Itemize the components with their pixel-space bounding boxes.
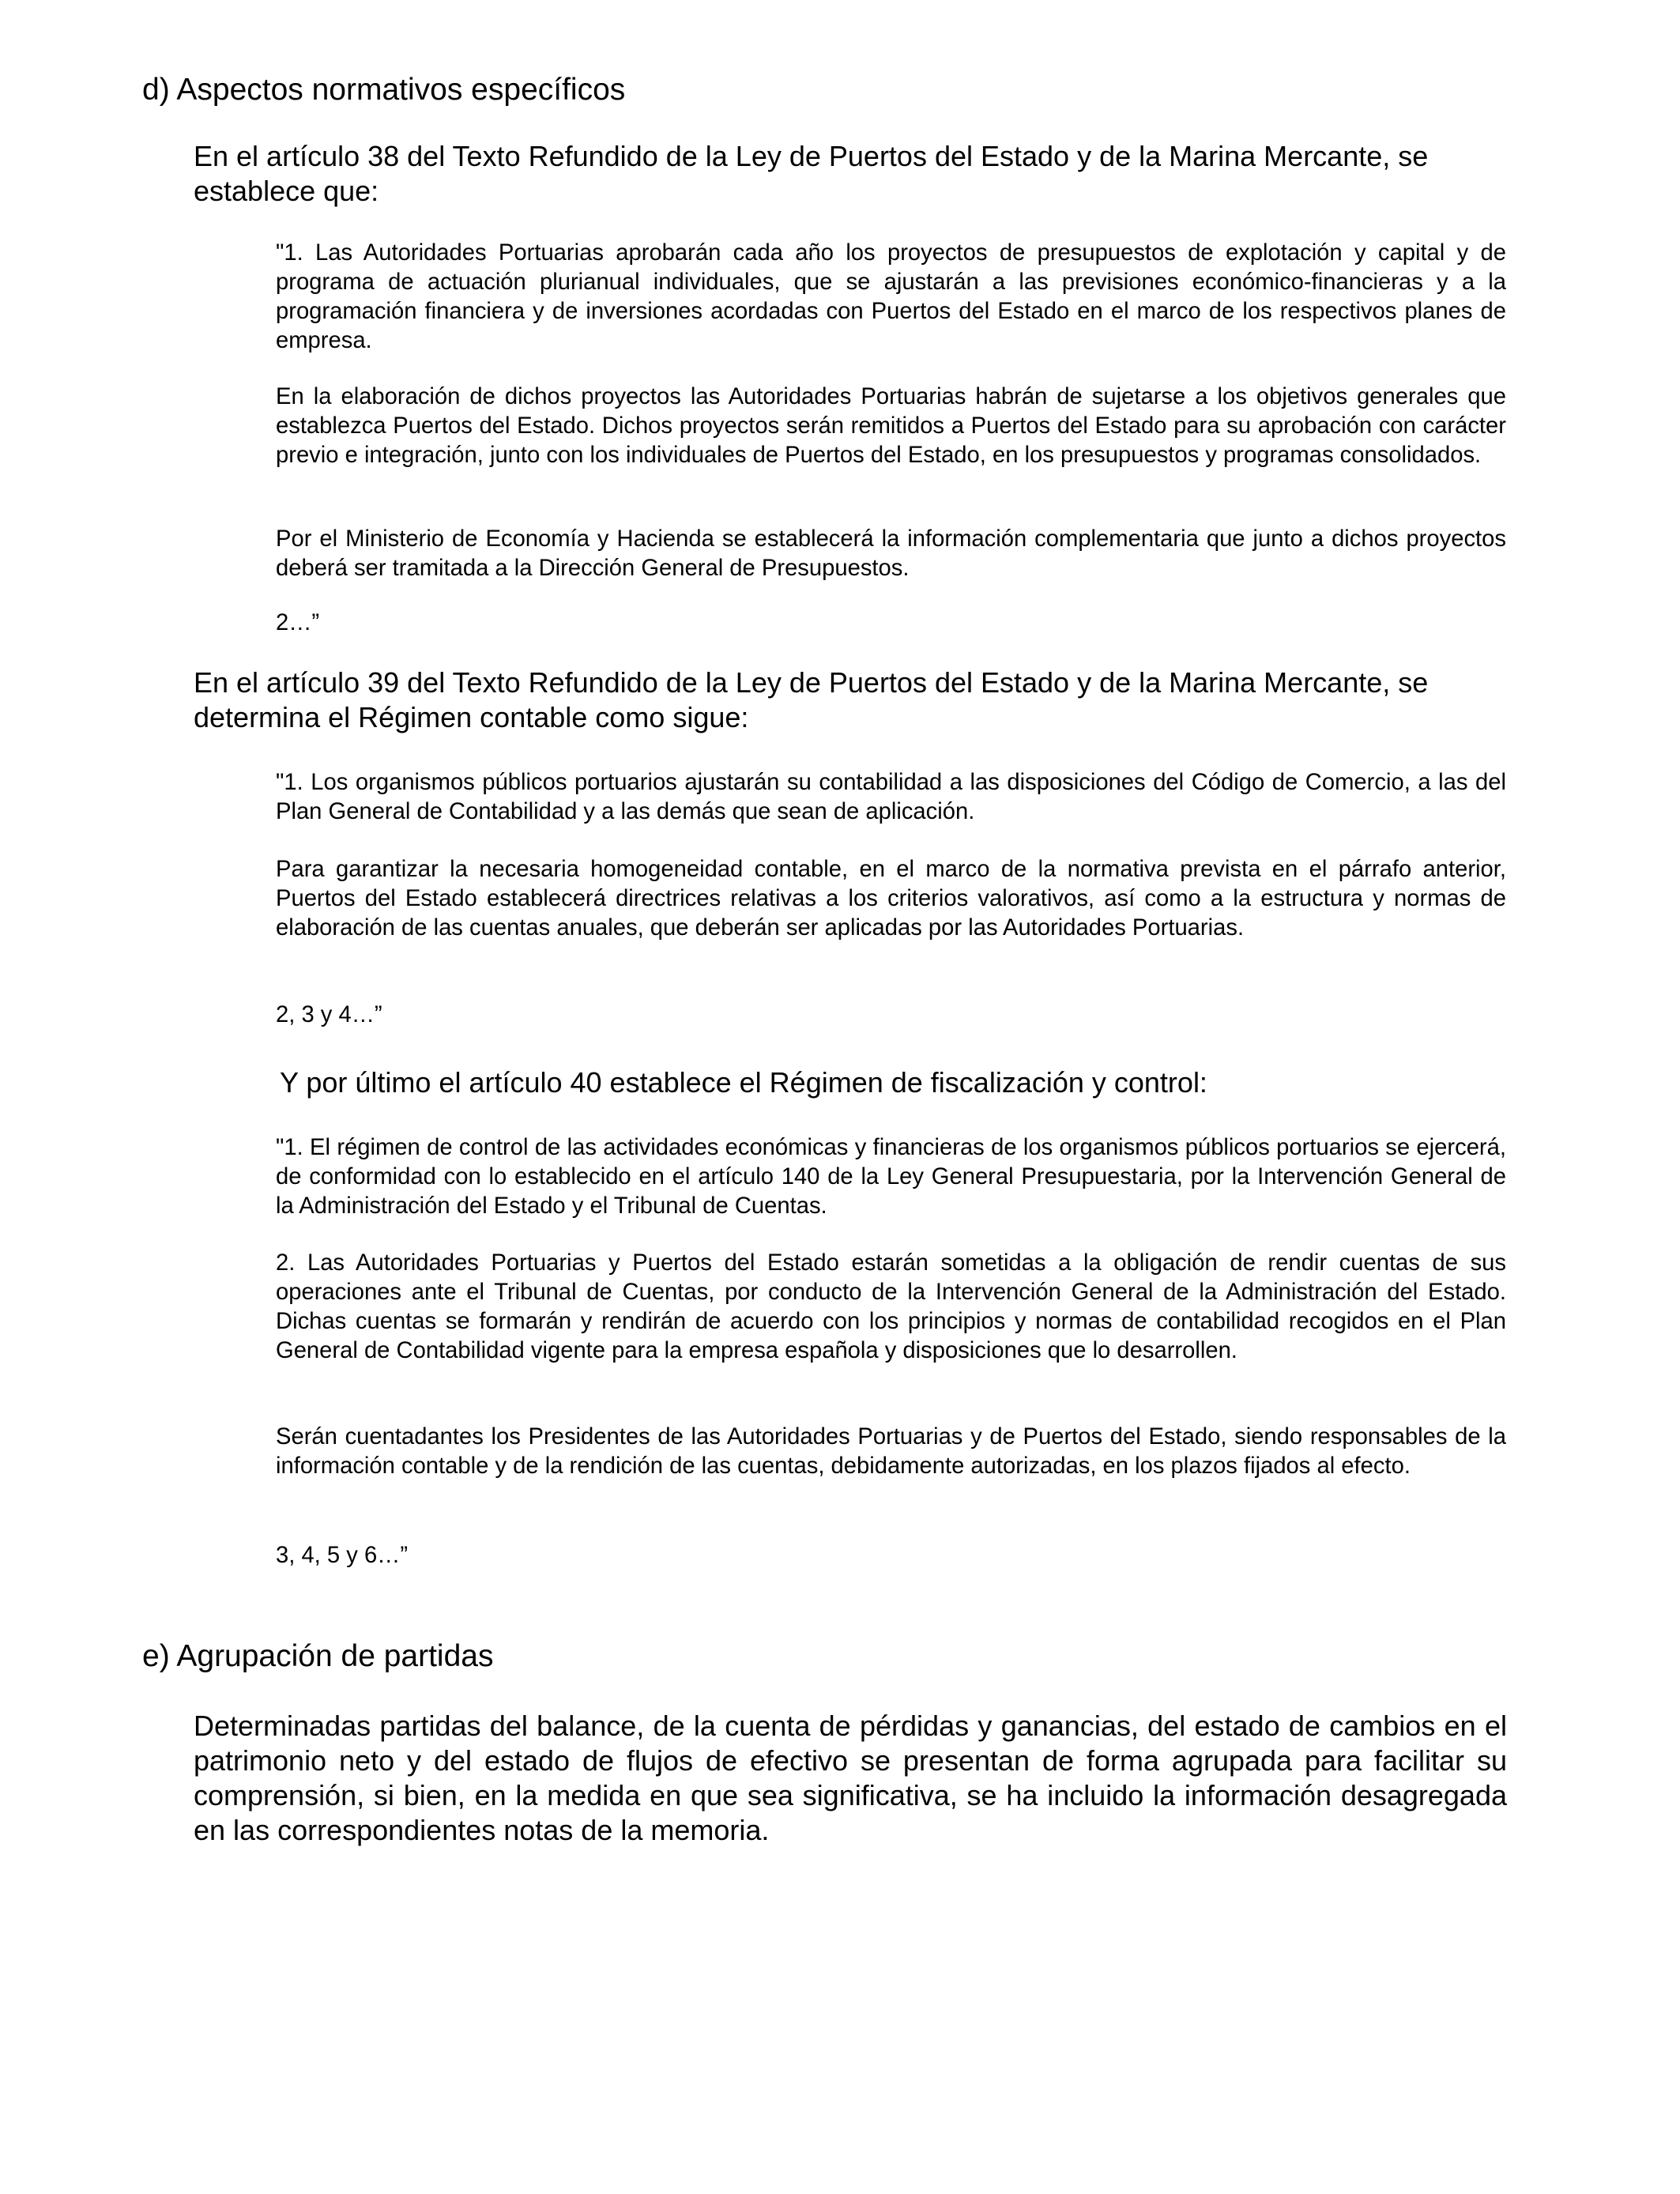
article-38-paragraph-2: En la elaboración de dichos proyectos las Autoridades Portuarias habrán de sujetarse a los objetivos generales que establezca Puertos del Estado. Dichos proyectos serán remitidos a Puertos del Estado para su aprobación con carácter previo e integración, junto con los individuales de Puertos del Estado, en los presupuestos y programas consolidados. xyxy=(276,384,1506,468)
article-38-intro: En el artículo 38 del Texto Refundido de la Ley de Puertos del Estado y de la Marina Mercante, se establece que: xyxy=(194,140,1429,207)
article-39-intro: En el artículo 39 del Texto Refundido de la Ley de Puertos del Estado y de la Marina Mercante, se determina el Régimen contable como sigue: xyxy=(194,666,1429,733)
section-e-body: Determinadas partidas del balance, de la cuenta de pérdidas y ganancias, del estado de cambios en el patrimonio neto y del estado de flujos de efectivo se presentan de forma agrupada para facilitar su comprensión, si bien, en la medida en que sea significativa, se ha incluido la información desagregada en las correspondientes notas de la memoria. xyxy=(194,1710,1507,1846)
article-40-paragraph-4: 3, 4, 5 y 6…” xyxy=(276,1543,409,1568)
article-38-paragraph-4: 2…” xyxy=(276,610,320,635)
article-39-paragraph-3: 2, 3 y 4…” xyxy=(276,1002,382,1027)
article-40-paragraph-1: "1. El régimen de control de las actividades económicas y financieras de los organismos públicos portuarios se ejercerá, de conformidad con lo establecido en el artículo 140 de la Ley General Presupuestaria, por la Intervención General de la Administración del Estado y el Tribunal de Cuentas. xyxy=(276,1135,1506,1219)
section-e-heading: e) Agrupación de partidas xyxy=(142,1639,494,1673)
article-39-paragraph-2: Para garantizar la necesaria homogeneidad contable, en el marco de la normativa prevista en el párrafo anterior, Puertos del Estado establecerá directrices relativas a los criterios valorativos, así como a la estructura y normas de elaboración de las cuentas anuales, que deberán ser aplicadas por las Autoridades Portuarias. xyxy=(276,857,1506,941)
article-38-paragraph-1: "1. Las Autoridades Portuarias aprobarán cada año los proyectos de presupuestos de explotación y capital y de programa de actuación plurianual individuales, que se ajustarán a las previsiones económico-financieras y a la programación financiera y de inversiones acordadas con Puertos del Estado en el marco de los respectivos planes de empresa. xyxy=(276,240,1506,353)
article-40-paragraph-3: Serán cuentadantes los Presidentes de las Autoridades Portuarias y de Puertos del Estado, siendo responsables de la información contable y de la rendición de las cuentas, debidamente autorizadas, en los plazos fijados al efecto. xyxy=(276,1424,1506,1479)
article-40-intro: Y por último el artículo 40 establece el Régimen de fiscalización y control: xyxy=(280,1066,1207,1099)
article-38-paragraph-3: Por el Ministerio de Economía y Hacienda se establecerá la información complementaria que junto a dichos proyectos deberá ser tramitada a la Dirección General de Presupuestos. xyxy=(276,526,1506,581)
article-39-paragraph-1: "1. Los organismos públicos portuarios ajustarán su contabilidad a las disposiciones del Código de Comercio, a las del Plan General de Contabilidad y a las demás que sean de aplicación. xyxy=(276,770,1506,824)
section-d-heading: d) Aspectos normativos específicos xyxy=(142,73,626,107)
article-40-paragraph-2: 2. Las Autoridades Portuarias y Puertos del Estado estarán sometidas a la obligación de rendir cuentas de sus operaciones ante el Tribunal de Cuentas, por conducto de la Intervención General de la Administración del Estado. Dichas cuentas se formarán y rendirán de acuerdo con los principios y normas de contabilidad recogidos en el Plan General de Contabilidad vigente para la empresa española y disposiciones que lo desarrollen. xyxy=(276,1250,1506,1363)
